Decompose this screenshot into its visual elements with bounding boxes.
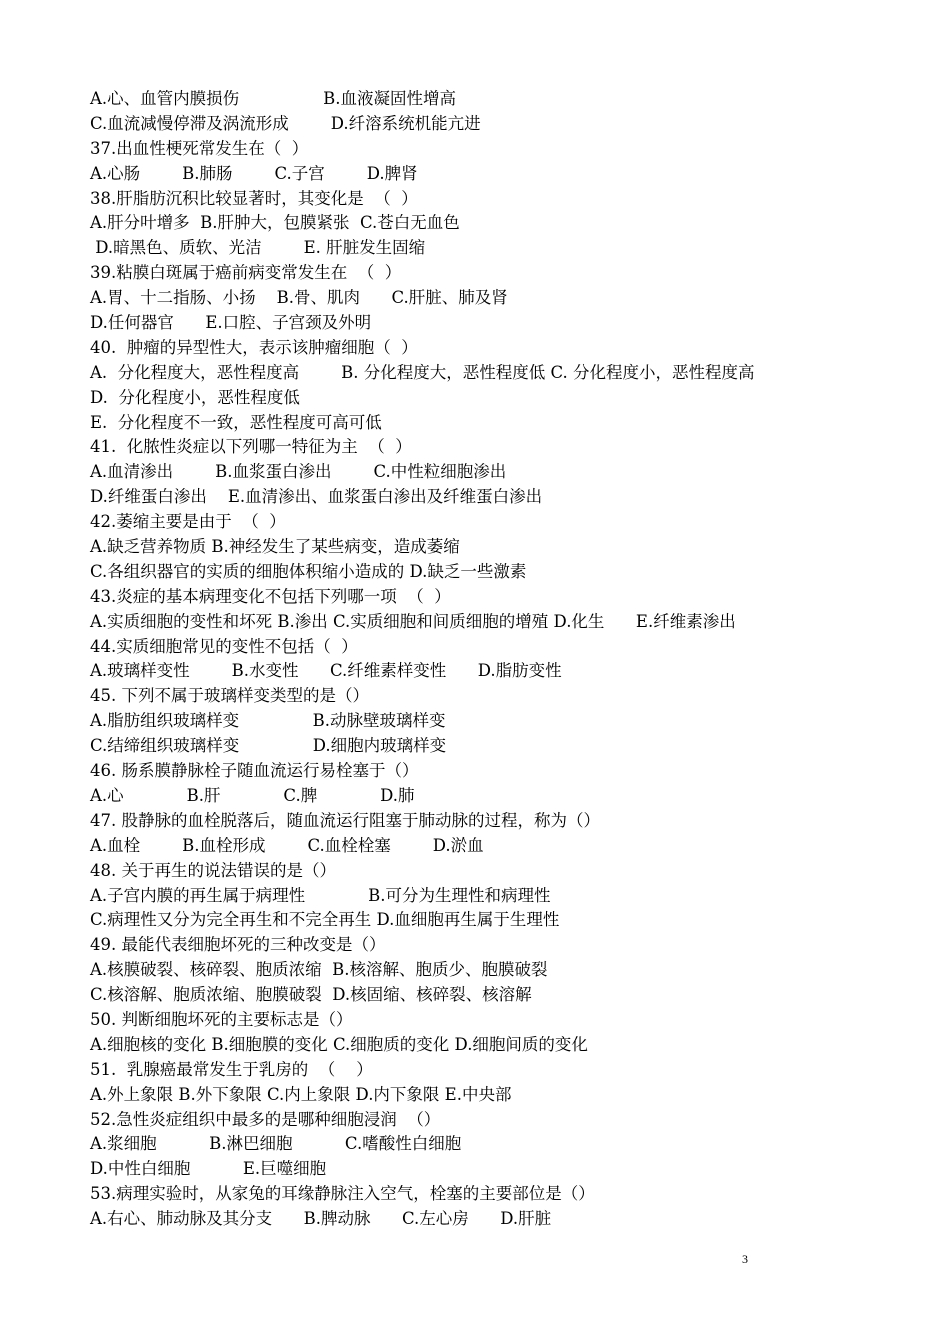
text-line: A.右心、肺动脉及其分支 B.脾动脉 C.左心房 D.肝脏 [90,1209,552,1229]
text-line: C.各组织器官的实质的细胞体积缩小造成的 D.缺乏一些激素 [90,561,527,581]
text-line: 50. 判断细胞坏死的主要标志是（） [90,1009,353,1029]
text-line: E. 分化程度不一致，恶性程度可高可低 [90,412,382,432]
text-line: 53.病理实验时，从家兔的耳缘静脉注入空气，栓塞的主要部位是（） [90,1184,595,1204]
text-line: A.血清渗出 B.血浆蛋白渗出 C.中性粒细胞渗出 [90,462,507,482]
text-line: 51. 乳腺癌最常发生于乳房的 （ ） [90,1059,373,1079]
text-line: 38.肝脂肪沉积比较显著时，其变化是 （ ） [90,188,418,208]
text-line: A.脂肪组织玻璃样变 B.动脉壁玻璃样变 [90,711,446,731]
text-line: D.中性白细胞 E.巨噬细胞 [90,1159,327,1179]
text-line: 39.粘膜白斑属于癌前病变常发生在 （ ） [90,263,402,283]
text-line: A.子宫内膜的再生属于病理性 B.可分为生理性和病理性 [90,885,551,905]
text-line: C.结缔组织玻璃样变 D.细胞内玻璃样变 [90,736,447,756]
text-line: 46. 肠系膜静脉栓子随血流运行易栓塞于（） [90,761,419,781]
text-line: D. 分化程度小，恶性程度低 [90,387,300,407]
document-body [90,87,910,1232]
text-line: A.实质细胞的变性和坏死 B.渗出 C.实质细胞和间质细胞的增殖 D.化生 E.纤维素渗出 [90,611,736,631]
text-line: D.纤维蛋白渗出 E.血清渗出、血浆蛋白渗出及纤维蛋白渗出 [90,487,543,507]
text-line: A.肝分叶增多 B.肝肿大，包膜紧张 C.苍白无血色 [90,213,460,233]
text-line: A.外上象限 B.外下象限 C.内上象限 D.内下象限 E.中央部 [90,1084,512,1104]
text-line: C.病理性又分为完全再生和不完全再生 D.血细胞再生属于生理性 [90,910,560,930]
text-line: 41. 化脓性炎症以下列哪一特征为主 （ ） [90,437,412,457]
text-line: A.胃、十二指肠、小扬 B.骨、肌肉 C.肝脏、肺及肾 [90,288,508,308]
text-line: 37.出血性梗死常发生在（ ） [90,138,309,158]
text-line: 40. 肿瘤的异型性大，表示该肿瘤细胞（ ） [90,337,418,357]
text-line: A.心肠 B.肺肠 C.子宫 D.脾肾 [90,163,418,183]
text-line: A.核膜破裂、核碎裂、胞质浓缩 B.核溶解、胞质少、胞膜破裂 [90,960,548,980]
text-line: 48. 关于再生的说法错误的是（） [90,860,336,880]
page-number: 3 [742,1252,748,1266]
text-line: 52.急性炎症组织中最多的是哪种细胞浸润 （） [90,1109,441,1129]
text-line: A.玻璃样变性 B.水变性 C.纤维素样变性 D.脂肪变性 [90,661,562,681]
text-line: A. 分化程度大，恶性程度高 B. 分化程度大，恶性程度低 C. 分化程度小，恶性程度高 [90,362,755,382]
text-line: A.心、血管内膜损伤 B.血液凝固性增高 [90,89,456,108]
text-line: D.任何器官 E.口腔、子宫颈及外明 [90,313,372,333]
text-line: 44.实质细胞常见的变性不包括（ ） [90,636,358,656]
text-line: 42.萎缩主要是由于 （ ） [90,512,286,532]
text-line: A.浆细胞 B.淋巴细胞 C.嗜酸性白细胞 [90,1134,462,1154]
text-line: 47. 股静脉的血栓脱落后，随血流运行阻塞于肺动脉的过程，称为（） [90,810,600,830]
text-line: A.血栓 B.血栓形成 C.血栓栓塞 D.淤血 [90,835,484,855]
text-line: A.细胞核的变化 B.细胞膜的变化 C.细胞质的变化 D.细胞间质的变化 [90,1034,588,1054]
text-line: C.核溶解、胞质浓缩、胞膜破裂 D.核固缩、核碎裂、核溶解 [90,985,532,1005]
text-line: 49. 最能代表细胞坏死的三种改变是（） [90,935,386,955]
text-line: 45. 下列不属于玻璃样变类型的是（） [90,686,369,706]
text-line: D.暗黑色、质软、光洁 E. 肝脏发生固缩 [90,238,426,258]
text-line: 43.炎症的基本病理变化不包括下列哪一项 （ ） [90,586,451,606]
text-line: A.心 B.肝 C.脾 D.肺 [90,785,415,805]
text-line: A.缺乏营养物质 B.神经发生了某些病变，造成萎缩 [90,537,460,557]
text-line: C.血流减慢停滞及涡流形成 D.纤溶系统机能亢进 [90,113,481,133]
